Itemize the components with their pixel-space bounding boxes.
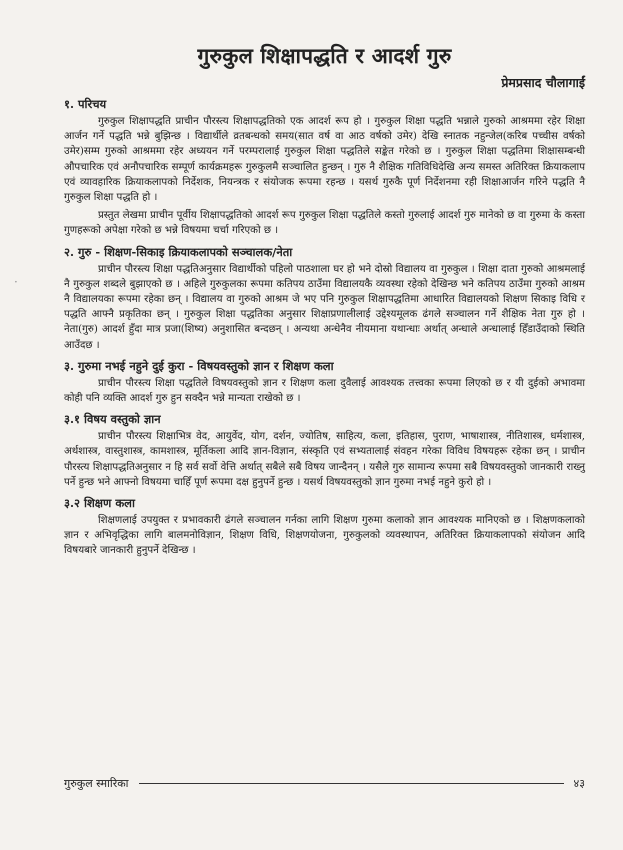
page-number: ४३ <box>573 777 585 790</box>
paragraph: गुरुकुल शिक्षापद्धति प्राचीन पौरस्त्य शिक्षापद्धतिको एक आदर्श रूप हो । गुरुकुल शिक्षा पद्धति भन्नाले गुरुको आश्रममा रहेर शिक्षा आर्जन गर्ने पद्धति भन्ने बुझिन्छ । विद्यार्थीले व्रतबन्धको समय(सात वर्ष वा आठ वर्षको उमेर) देखि स्नातक नहुन्जेल(करिब पच्चीस वर्षको उमेर)सम्म गुरुको आश्रममा रहेर अध्ययन गर्ने परम्परालाई गुरुकुल शिक्षा पद्धतिले सङ्केत गरेको छ । गुरुकुल शिक्षा पद्धतिमा शिक्षासम्बन्धी औपचारिक एवं अनौपचारिक सम्पूर्ण कार्यक्रमहरू गुरुकुलमै सञ्चालित हुन्छन् । गुरु नै शैक्षिक गतिविधिदेखि अन्य समस्त अतिरिक्त क्रियाकलाप एवं व्यावहारिक क्रियाकलापको निर्देशक, नियन्त्रक र संयोजक रूपमा रहन्छ । यसर्थ गुरुकै पूर्ण निर्देशनमा रही शिक्षाआर्जन गरिने पद्धति नै गुरुकुल शिक्षा पद्धति हो । <box>64 116 585 204</box>
article-title: गुरुकुल शिक्षापद्धति र आदर्श गुरु <box>197 43 452 68</box>
margin-speck: · <box>14 275 18 289</box>
section-heading: २. गुरु - शिक्षण-सिकाइ क्रियाकलापको सञ्चालक/नेता <box>64 244 293 259</box>
footer-rule <box>139 783 564 784</box>
section-heading: ३.२ शिक्षण कला <box>64 496 135 511</box>
footer-publication-name: गुरुकुल स्मारिका <box>64 777 129 790</box>
section-two-essentials <box>64 359 585 406</box>
paragraph: प्रस्तुत लेखमा प्राचीन पूर्वीय शिक्षापद्धतिको आदर्श रूप गुरुकुल शिक्षा पद्धतिले कस्तो गुरुलाई आदर्श गुरु मानेको छ वा गुरुमा के कस्ता गुणहरूको अपेक्षा गरेको छ भन्ने विषयमा चर्चा गरिएको छ । <box>64 210 585 237</box>
author-name: प्रेमप्रसाद चौलागाईं <box>501 75 585 90</box>
paragraph: प्राचीन पौरस्त्य शिक्षाभित्र वेद, आयुर्वेद, योग, दर्शन, ज्योतिष, साहित्य, कला, इतिहास, पुराण, भाषाशास्त्र, नीतिशास्त्र, धर्मशास्त्र, अर्थशास्त्र, वास्तुशास्त्र, कामशास्त्र, मूर्तिकला आदि ज्ञान-विज्ञान, संस्कृति एवं सभ्यतालाई संवहन गरेका विविध विषयहरू रहेका छन् । प्राचीन पौरस्त्य शिक्षापद्धतिअनुसार न हि सर्व सर्वो वेत्ति अर्थात् सबैले सबै विषय जान्दैनन् । यसैले गुरु सामान्य रूपमा सबै विषयवस्तुको जानकारी राख्नु पर्ने हुन्छ भने आफ्नो विषयमा चाहिँ पूर्ण रूपमा दक्ष हुनुपर्ने हुन्छ । यसर्थ विषयवस्तुको ज्ञान गुरुमा नभई नहुने कुरो हो । <box>64 431 585 488</box>
section-teaching-art <box>64 496 585 559</box>
section-heading: ३. गुरुमा नभई नहुने दुई कुरा - विषयवस्तुको ज्ञान र शिक्षण कला <box>64 358 334 373</box>
section-guru-leader <box>64 245 585 353</box>
section-introduction <box>64 97 585 239</box>
paragraph: प्राचीन पौरस्त्य शिक्षा पद्धतिले विषयवस्तुको ज्ञान र शिक्षण कला दुवैलाई आवश्यक तत्त्वका रूपमा लिएको छ र यी दुईको अभावमा कोही पनि व्यक्ति आदर्श गुरु हुन सक्दैन भन्ने मान्यता राखेको छ । <box>64 377 585 405</box>
section-heading: १. परिचय <box>64 97 107 111</box>
page-footer <box>64 776 585 791</box>
section-subject-knowledge <box>64 412 585 490</box>
paragraph: प्राचीन पौरस्त्य शिक्षा पद्धतिअनुसार विद्यार्थीको पहिलो पाठशाला घर हो भने दोस्रो विद्यालय वा गुरुकुल । शिक्षा दाता गुरुको आश्रमलाई नै गुरुकुल शब्दले बुझाएको छ । अहिले गुरुकुलका रूपमा कतिपय ठाउँमा विद्यालयकै व्यवस्था रहेको देखिन्छ भने कतिपय ठाउँमा गुरुको आश्रम नै विद्यालयका रूपमा रहेका छन् । विद्यालय वा गुरुको आश्रम जे भए पनि गुरुकुल शिक्षापद्धतिमा आधारित विद्यालयको शिक्षण सिकाइ विधि र पद्धति आफ्नै प्रकृतिका छन् । गुरुकुल शिक्षा पद्धतिका अनुसार शिक्षाप्रणालीलाई उद्देश्यमूलक ढंगले सञ्चालन गर्ने शैक्षिक नेता गुरु हो । नेता(गुरु) आदर्श हुँदा मात्र प्रजा(शिष्य) अनुशासित बन्दछन् । अन्यथा अन्धेनैव नीयमाना यथान्धाः अर्थात् अन्धाले अन्धालाई हिँडाउँदाको स्थिति आउँदछ । <box>64 263 585 351</box>
paragraph: शिक्षणलाई उपयुक्त र प्रभावकारी ढंगले सञ्चालन गर्नका लागि शिक्षण गुरुमा कलाको ज्ञान आवश्यक मानिएको छ । शिक्षणकलाको ज्ञान र अभिवृद्धिका लागि बालमनोविज्ञान, शिक्षण विधि, शिक्षणयोजना, गुरुकुलको व्यवस्थापन, अतिरिक्त क्रियाकलापको संयोजन आदि विषयबारे जानकारी हुनुपर्ने देखिन्छ । <box>64 515 585 557</box>
section-heading: ३.१ विषय वस्तुको ज्ञान <box>64 412 161 427</box>
